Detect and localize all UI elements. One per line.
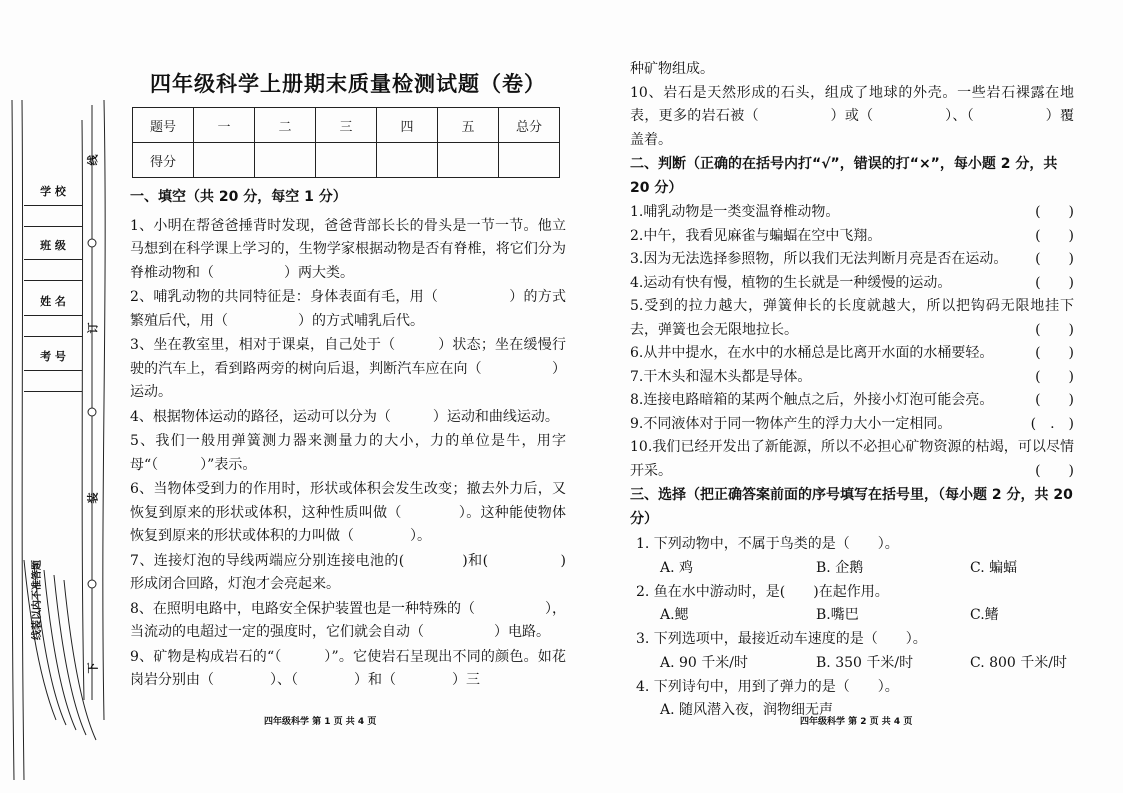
judge-item	[630, 225, 1074, 249]
score-cell: 一	[194, 108, 255, 143]
page-footer-1: 四年级科学 第 1 页 共 4 页	[264, 717, 377, 727]
binding-lines	[0, 0, 120, 793]
fill-question-10: 10、岩石是天然形成的石头，组成了地球的外壳。一些岩石裸露在地表，更多的岩石被（ ）或（ ）、（ ）覆盖着。	[630, 84, 1074, 148]
class-label: 班 级	[40, 239, 66, 252]
choice-option[interactable]: C. 蝙蝠	[970, 559, 1018, 576]
judge-item-text: 2.中午，我看见麻雀与蝙蝠在空中飞翔。	[630, 227, 882, 244]
choice-option[interactable]: C.鳍	[970, 607, 999, 623]
choice-option[interactable]: B. 350 千米/时	[816, 654, 914, 671]
fill-question-8: 8、在照明电路中，电路安全保护装置也是一种特殊的（ ），当流动的电超过一定的强度时，它们就会自动（ ）电路。	[130, 600, 566, 640]
question-9-continued: 种矿物组成。	[630, 61, 714, 77]
choice-option[interactable]: A. 90 千米/时	[660, 654, 748, 671]
fill-question-2: 2、哺乳动物的共同特征是：身体表面有毛，用（ ）的方式繁殖后代，用（ ）的方式哺乳后代。	[130, 289, 566, 329]
binding-strip	[0, 0, 120, 793]
section3-heading: 三、选择（把正确答案前面的序号填写在括号里，（每小题 2 分，共 20 分）	[630, 487, 1073, 527]
answer-parentheses[interactable]: ( )	[1035, 274, 1074, 291]
score-cell: 总分	[499, 108, 560, 143]
section2-heading: 二、判断（正确的在括号内打“√”，错误的打“×”，每小题 2 分，共 20 分）	[630, 156, 1058, 196]
binding-mark-bind: 装	[86, 492, 100, 504]
choice-options	[630, 604, 1074, 628]
score-cell: 题号	[133, 108, 194, 143]
class-blank[interactable]	[24, 259, 82, 281]
judge-item-text: 4.运动有快有慢，植物的生长就是一种缓慢的运动。	[630, 274, 952, 291]
answer-parentheses[interactable]: ( )	[1035, 204, 1074, 220]
score-cell: 得分	[133, 143, 194, 178]
choice-option[interactable]: C. 800 千米/时	[970, 654, 1068, 671]
judge-item	[630, 201, 1074, 225]
score-cell: 五	[438, 108, 499, 143]
judge-item-text: 10.我们已经开发出了新能源，所以不必担心矿物资源的枯竭，可以尽情开采。	[630, 439, 1074, 479]
score-input-cell[interactable]	[377, 143, 438, 178]
score-input-cell[interactable]	[194, 143, 255, 178]
choice-option[interactable]: B. 企鹅	[816, 559, 864, 576]
answer-parentheses[interactable]: ( )	[1035, 345, 1074, 361]
score-input-cell[interactable]	[255, 143, 316, 178]
fill-question-1: 1、小明在帮爸爸捶背时发现，爸爸背部长长的骨头是一节一节。他立马想到在科学课上学习的，生物学家根据动物是否有脊椎，将它们分为脊椎动物和（ ）两大类。	[130, 217, 566, 281]
choice-question-1: 1. 下列动物中，不属于鸟类的是（ ）。	[636, 536, 899, 552]
judge-item	[630, 295, 1074, 342]
judge-item-text: 1.哺乳动物是一类变温脊椎动物。	[630, 204, 840, 220]
score-table	[132, 107, 560, 178]
choice-question-4: 4. 下列诗句中，用到了弹力的是（ ）。	[636, 678, 899, 695]
binding-note: 线装以内不准答题	[32, 560, 43, 640]
binding-mark-line: 线	[86, 154, 100, 166]
score-cell: 二	[255, 108, 316, 143]
choice-option[interactable]: A. 鸡	[660, 559, 694, 576]
score-table-header-row	[133, 108, 560, 143]
fill-question-4: 4、根据物体运动的路径，运动可以分为（ ）运动和曲线运动。	[130, 408, 559, 425]
name-blank[interactable]	[24, 315, 82, 337]
answer-parentheses[interactable]: ( )	[1035, 251, 1074, 267]
score-cell: 四	[377, 108, 438, 143]
fill-question-9: 9、矿物是构成岩石的“（ ）”。它使岩石呈现出不同的颜色。如花岗岩分别由（ ）、（ ）和（ ）三	[130, 648, 566, 688]
answer-parentheses[interactable]: ( )	[1035, 462, 1074, 479]
judge-item	[630, 389, 1074, 413]
choice-option[interactable]: A. 随风潜入夜，润物细无声	[660, 702, 834, 718]
score-cell: 三	[316, 108, 377, 143]
judge-item	[630, 342, 1074, 366]
judge-item-text: 5.受到的拉力越大，弹簧伸长的长度就越大，所以把钩码无限地挂下去，弹簧也会无限地拉长。	[630, 298, 1074, 338]
exam-number-blank[interactable]	[24, 370, 82, 392]
choice-question-3: 3. 下列选项中，最接近动车速度的是（ ）。	[636, 631, 927, 647]
judge-item-text: 8.连接电路暗箱的某两个触点之后，外接小灯泡可能会亮。	[630, 392, 994, 408]
score-input-cell[interactable]	[499, 143, 560, 178]
school-label: 学 校	[40, 185, 66, 198]
judge-item	[630, 248, 1074, 272]
judge-item	[630, 436, 1074, 483]
choice-options	[630, 652, 1074, 676]
fill-question-7: 7、连接灯泡的导线两端应分别连接电池的( )和( )形成闭合回路，灯泡才会亮起来。	[130, 552, 566, 592]
school-blank[interactable]	[24, 205, 82, 227]
judge-item-text: 9.不同液体对于同一物体产生的浮力大小一定相同。	[630, 415, 952, 432]
binding-mark-below: 下	[86, 662, 100, 674]
judge-item-text: 6.从井中提水，在水中的水桶总是比离开水面的水桶要轻。	[630, 345, 994, 361]
right-page-body	[630, 58, 1074, 723]
page-footer-2: 四年级科学 第 2 页 共 4 页	[800, 717, 913, 727]
choice-option[interactable]: A.鳃	[660, 607, 689, 623]
judge-item-text: 7.干木头和湿木头都是导体。	[630, 368, 812, 385]
score-input-cell[interactable]	[316, 143, 377, 178]
exam-number-label: 考 号	[40, 350, 66, 363]
judge-item	[630, 366, 1074, 390]
fill-question-3: 3、坐在教室里，相对于课桌，自己处于（ ）状态；坐在缓慢行驶的汽车上，看到路两旁的树向后退，判断汽车应在向（ ）运动。	[130, 337, 566, 400]
judge-item	[630, 272, 1074, 296]
judge-item	[630, 413, 1074, 437]
answer-parentheses[interactable]: ( )	[1035, 392, 1074, 408]
name-label: 姓 名	[40, 295, 66, 308]
choice-option[interactable]: B.嘴巴	[816, 607, 859, 623]
judge-item-text: 3.因为无法选择参照物，所以我们无法判断月亮是否在运动。	[630, 251, 1008, 267]
score-table-score-row	[133, 143, 560, 178]
fill-question-5: 5、我们一般用弹簧测力器来测量力的大小，力的单位是牛，用字母“（ ）”表示。	[130, 433, 566, 473]
choice-options	[630, 557, 1074, 581]
answer-parentheses[interactable]: ( )	[1035, 368, 1074, 385]
section1-heading: 一、填空（共 20 分，每空 1 分）	[130, 189, 347, 205]
choice-question-2: 2. 鱼在水中游动时，是( )在起作用。	[636, 583, 889, 600]
score-input-cell[interactable]	[438, 143, 499, 178]
page-title: 四年级科学上册期末质量检测试题（卷）	[150, 72, 546, 96]
answer-parentheses[interactable]: ( . )	[1030, 415, 1074, 432]
binding-mark-staple: 订	[86, 322, 100, 334]
answer-parentheses[interactable]: ( )	[1035, 321, 1074, 338]
left-page-body	[130, 186, 566, 693]
fill-question-6: 6、当物体受到力的作用时，形状或体积会发生改变；撤去外力后，又恢复到原来的形状或体积，这种性质叫做（ ）。这种能使物体恢复到原来的形状或体积的力叫做（ ）。	[130, 481, 566, 544]
answer-parentheses[interactable]: ( )	[1035, 227, 1074, 244]
